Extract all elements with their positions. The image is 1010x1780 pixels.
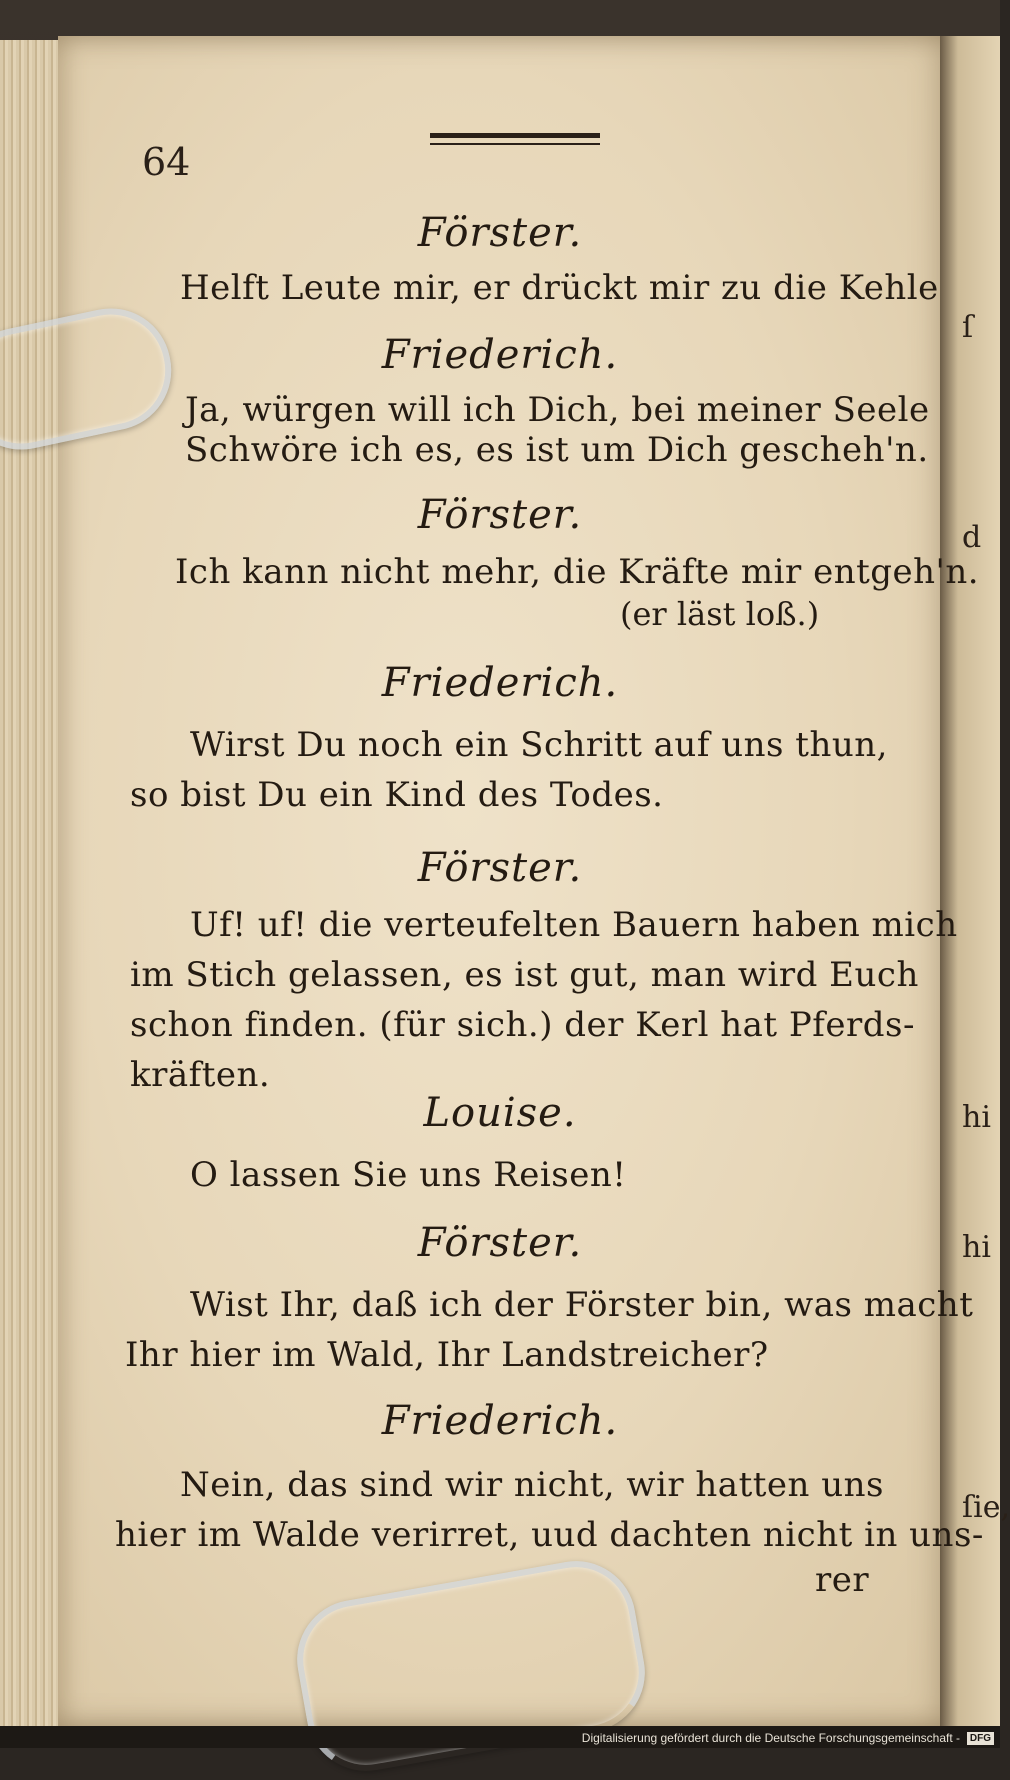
- facing-fragment: ſ: [962, 310, 974, 345]
- verse-line: Schwöre ich es, es ist um Dich gescheh'n.: [185, 430, 929, 470]
- speaker-name: Friederich.: [381, 332, 619, 378]
- prose-line: Ihr hier im Wald, Ihr Landstreicher?: [125, 1335, 769, 1375]
- facing-fragment: hi: [962, 1100, 991, 1135]
- prose-line: kräften.: [130, 1055, 271, 1095]
- speaker-name: Förster.: [417, 492, 583, 538]
- catchword: rer: [815, 1560, 870, 1600]
- speaker-name: Friederich.: [381, 1398, 619, 1444]
- prose-line: Nein, das sind wir nicht, wir hatten uns: [180, 1465, 884, 1505]
- verse-line: Ich kann nicht mehr, die Kräfte mir entgeh'n.: [175, 552, 980, 592]
- prose-line: im Stich gelassen, es ist gut, man wird Euch: [130, 955, 919, 995]
- page-number: 64: [142, 140, 191, 184]
- stage-direction: (er läst loß.): [620, 595, 820, 633]
- header-rule: [430, 143, 600, 145]
- speaker-name: Louise.: [423, 1090, 577, 1136]
- speaker-name: Förster.: [417, 845, 583, 891]
- speaker-name: Friederich.: [381, 660, 619, 706]
- header-rule: [430, 133, 600, 138]
- prose-line: Wist Ihr, daß ich der Förster bin, was macht: [190, 1285, 974, 1325]
- footer-credit: Digitalisierung gefördert durch die Deutsche Forschungsgemeinschaft -: [581, 1731, 960, 1745]
- prose-line: so bist Du ein Kind des Todes.: [130, 775, 664, 815]
- speaker-name: Förster.: [417, 210, 583, 256]
- prose-line: hier im Walde verirret, uud dachten nicht in uns-: [115, 1515, 984, 1555]
- dfg-logo: DFG: [967, 1732, 994, 1745]
- verse-line: Ja, würgen will ich Dich, bei meiner Seele: [185, 390, 930, 430]
- facing-fragment: ſie,: [962, 1490, 1010, 1525]
- facing-fragment: d: [962, 520, 982, 555]
- prose-line: Uf! uf! die verteufelten Bauern haben mich: [190, 905, 958, 945]
- facing-fragment: hi: [962, 1230, 991, 1265]
- prose-line: O lassen Sie uns Reisen!: [190, 1155, 627, 1195]
- prose-line: schon finden. (für sich.) der Kerl hat Pferds-: [130, 1005, 915, 1045]
- prose-line: Wirst Du noch ein Schritt auf uns thun,: [190, 725, 888, 765]
- speaker-name: Förster.: [417, 1220, 583, 1266]
- verse-line: Helft Leute mir, er drückt mir zu die Kehle: [180, 268, 939, 308]
